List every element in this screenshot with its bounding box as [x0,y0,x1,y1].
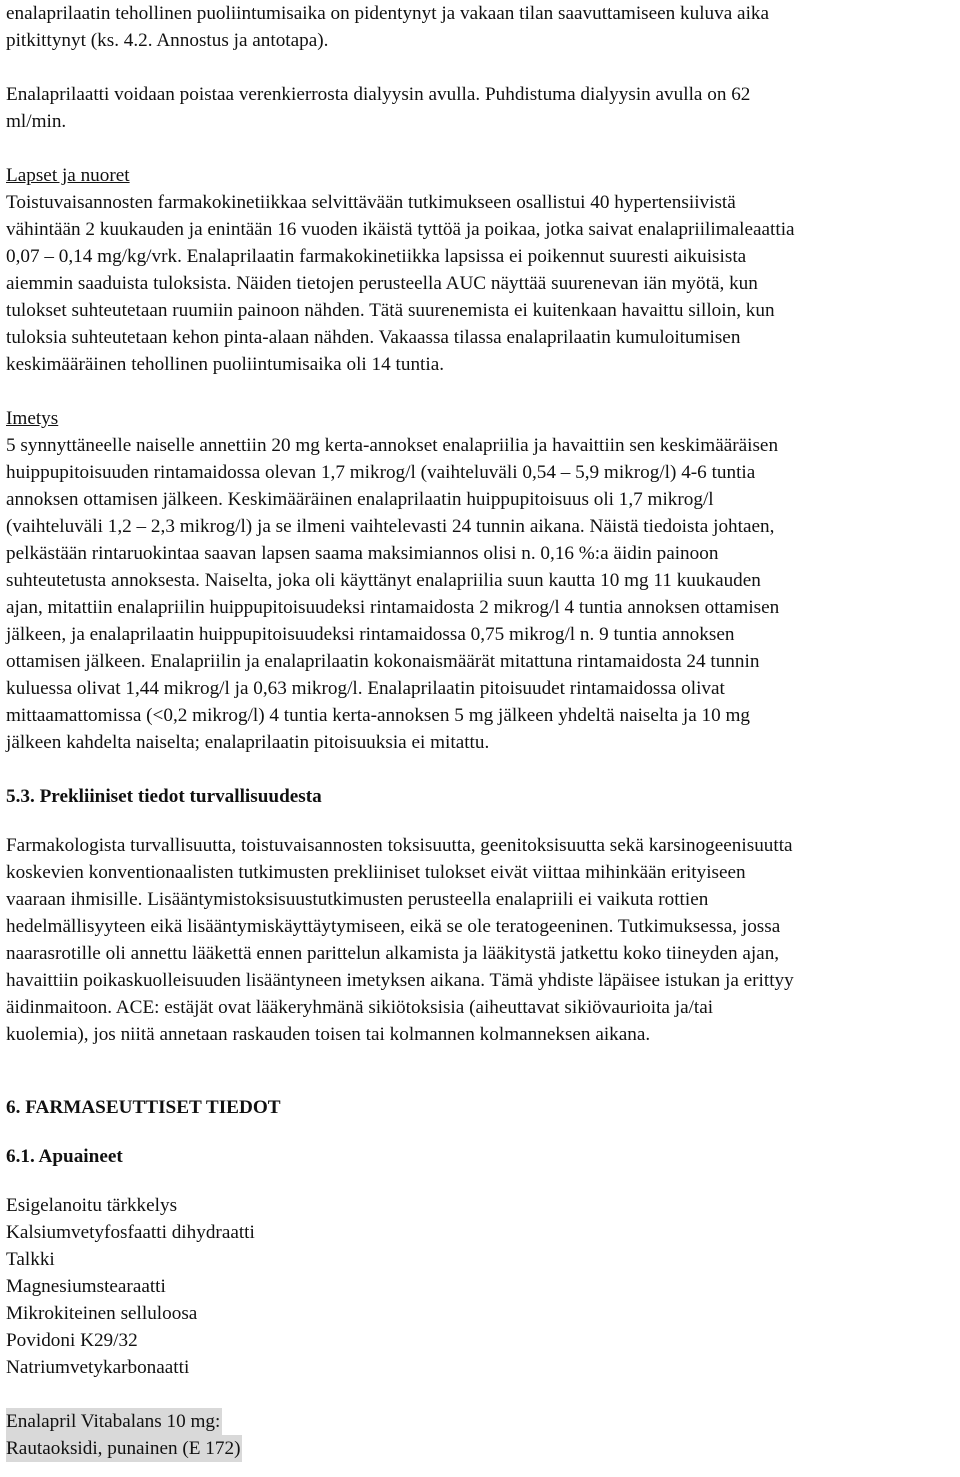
text-line: pitkittynyt (ks. 4.2. Annostus ja antotapa). [6,30,329,51]
text-line: tuloksia suhteutetaan kehon pinta-alaan nähden. Vakaassa tilassa enalaprilaatin kumuloitumisen [6,327,741,348]
dialysis-paragraph [6,81,956,135]
highlighted-text: Enalapril Vitabalans 10 mg: [6,1408,222,1435]
text-line: ml/min. [6,111,67,132]
lactation-section [6,405,956,756]
text-line: keskimääräinen tehollinen puoliintumisaika oli 14 tuntia. [6,354,445,375]
subsection-heading: 6.1. Apuaineet [6,1146,123,1167]
text-line: suhteutetusta annoksesta. Naiselta, joka oli käyttänyt enalapriilia suun kautta 10 mg 11 kuukauden [6,570,761,591]
intro-paragraph [6,0,956,54]
text-line: 0,07 – 0,14 mg/kg/vrk. Enalaprilaatin farmakokinetiikka lapsissa ei poikennut suuresti aikuisista [6,246,747,267]
section-heading: 5.3. Prekliiniset tiedot turvallisuudesta [6,786,322,807]
text-line: äidinmaitoon. ACE: estäjät ovat lääkeryhmänä sikiötoksisia (aiheuttavat sikiövaurioita ja/tai [6,997,714,1018]
list-item: Esigelanoitu tärkkelys [6,1195,178,1216]
text-line: vähintään 2 kuukauden ja enintään 16 vuoden ikäistä tyttöä ja poikaa, jotka saivat enalapriilimaleaattia [6,219,795,240]
lactation-heading: Imetys [6,408,59,429]
highlighted-text: Rautaoksidi, punainen (E 172) [6,1435,242,1462]
list-item: Natriumvetykarbonaatti [6,1357,190,1378]
document-page [6,0,956,1462]
text-line: vaaraan ihmisille. Lisääntymistoksisuustutkimusten perusteella enalapriili ei vaikuta rottien [6,889,709,910]
list-item: Kalsiumvetyfosfaatti dihydraatti [6,1222,255,1243]
preclinical-section [6,783,956,1048]
text-line: ajan, mitattiin enalapriilin huippupitoisuudeksi rintamaidosta 2 mikrog/l 4 tuntia annoksen ottamisen [6,597,780,618]
text-line: (vaihteluväli 1,2 – 2,3 mikrog/l) ja se ilmeni vaihtelevasti 24 tunnin aikana. Näistä tiedoista johtaen, [6,516,775,537]
excipient-list [6,1192,956,1381]
text-line: koskevien konventionaalisten tutkimusten prekliiniset tulokset eivät viittaa mihinkään erityiseen [6,862,746,883]
text-line: jälkeen kahdelta naiselta; enalaprilaatin pitoisuuksia ei mitattu. [6,732,490,753]
text-line: 5 synnyttäneelle naiselle annettiin 20 mg kerta-annokset enalapriilia ja havaittiin sen keskimääräisen [6,435,779,456]
text-line: jälkeen, ja enalaprilaatin huippupitoisuudeksi rintamaidossa 0,75 mikrog/l n. 9 tuntia annoksen [6,624,735,645]
text-line: pelkästään rintaruokintaa saavan lapsen saama maksimiannos olisi n. 0,16 %:a äidin painoon [6,543,719,564]
text-line: annoksen ottamisen jälkeen. Keskimääräinen enalaprilaatin huippupitoisuus oli 1,7 mikrog/l [6,489,714,510]
text-line: enalaprilaatin tehollinen puoliintumisaika on pidentynyt ja vakaan tilan saavuttamiseen kuluva aika [6,3,770,24]
text-line: huippupitoisuuden rintamaidossa olevan 1,7 mikrog/l (vaihteluväli 0,54 – 5,9 mikrog/l) 4-6 tuntia [6,462,756,483]
text-line: Farmakologista turvallisuutta, toistuvaisannosten toksisuutta, geenitoksisuutta sekä karsinogeenisuutta [6,835,793,856]
pharmaceutical-section [6,1094,956,1462]
text-line: hedelmällisyyteen eikä lisääntymiskäyttäytymiseen, eikä se ole teratogeeninen. Tutkimuksessa, jossa [6,916,781,937]
text-line: havaittiin poikaskuolleisuuden lisääntyneen imetyksen aikana. Tämä yhdiste läpäisee istukan ja erittyy [6,970,794,991]
children-section [6,162,956,378]
text-line: aiemmin saaduista tuloksista. Näiden tietojen perusteella AUC näyttää suurenevan iän myötä, kun [6,273,758,294]
text-line: tulokset suhteutetaan ruumiin painoon nähden. Tätä suurenemista ei kuitenkaan havaittu silloin, kun [6,300,775,321]
text-line: kuolemia), jos niitä annetaan raskauden toisen tai kolmannen kolmanneksen aikana. [6,1024,651,1045]
list-item: Povidoni K29/32 [6,1330,138,1351]
text-line: naarasrotille oli annettu lääkettä ennen parittelun alkamista ja lääkitystä jatkettu koko tiineyden ajan, [6,943,780,964]
text-line: Enalaprilaatti voidaan poistaa verenkierrosta dialyysin avulla. Puhdistuma dialyysin avulla on 62 [6,84,751,105]
children-heading: Lapset ja nuoret [6,165,130,186]
text-line: ottamisen jälkeen. Enalapriilin ja enalaprilaatin kokonaismäärät mitattuna rintamaidosta 24 tunnin [6,651,760,672]
section-heading: 6. FARMASEUTTISET TIEDOT [6,1097,281,1118]
list-item: Magnesiumstearaatti [6,1276,166,1297]
list-item: Mikrokiteinen selluloosa [6,1303,198,1324]
text-line: Toistuvaisannosten farmakokinetiikkaa selvittävään tutkimukseen osallistui 40 hypertensiivistä [6,192,736,213]
highlighted-block [6,1408,956,1462]
text-line: kuluessa olivat 1,44 mikrog/l ja 0,63 mikrog/l. Enalaprilaatin pitoisuudet rintamaidossa olivat [6,678,725,699]
text-line: mittaamattomissa (<0,2 mikrog/l) 4 tuntia kerta-annoksen 5 mg jälkeen yhdeltä naiselta ja 10 mg [6,705,751,726]
list-item: Talkki [6,1249,55,1270]
